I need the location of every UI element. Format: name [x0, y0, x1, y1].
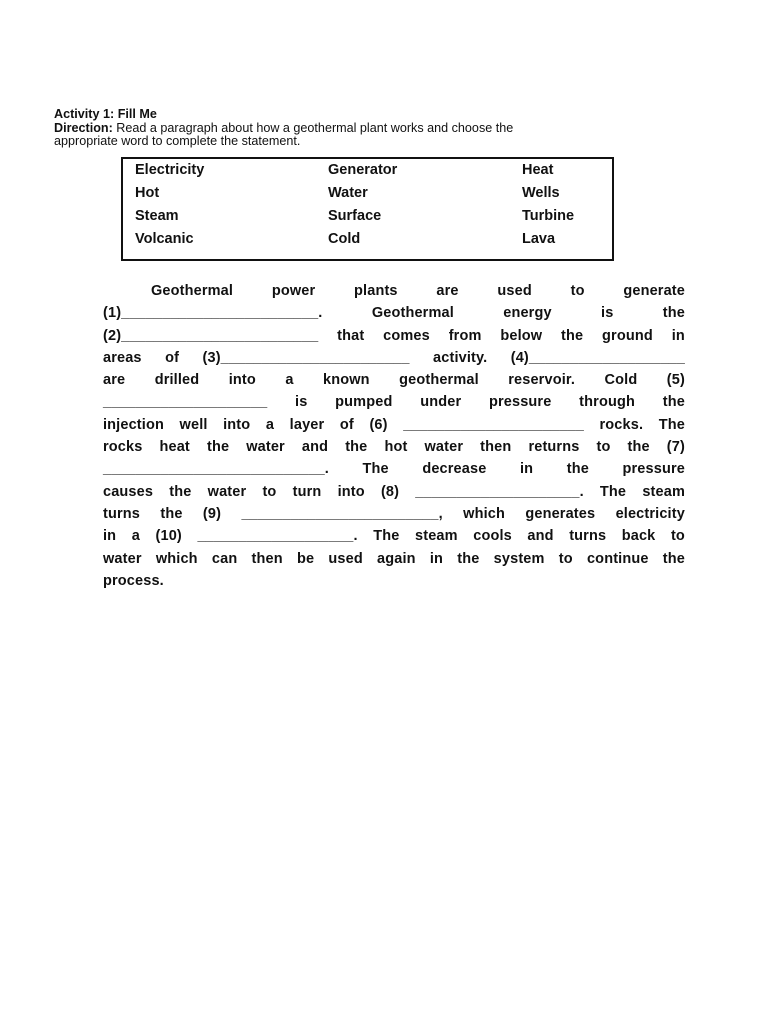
paragraph-line [103, 391, 685, 413]
paragraph-word: in [103, 528, 117, 545]
paragraph-word: into [337, 483, 365, 500]
paragraph-word: to [596, 439, 611, 456]
paragraph-word: rocks [103, 439, 143, 456]
paragraph-word: areas [103, 349, 142, 366]
direction-text: Read a paragraph about how a geothermal plant works and choose the [112, 120, 514, 135]
paragraph-word: geothermal [399, 372, 479, 389]
word-bank-item: Water [328, 185, 368, 201]
paragraph-word: a [131, 528, 140, 545]
paragraph-word: activity. [433, 349, 488, 366]
paragraph-word: to [670, 528, 685, 545]
paragraph-word: to [262, 483, 277, 500]
word-bank-item: Wells [522, 185, 560, 201]
paragraph-word: The [658, 416, 685, 433]
answer-blank[interactable]: ____________________ [103, 394, 268, 411]
paragraph-word: power [271, 283, 316, 299]
paragraph-word: steam [415, 528, 458, 545]
paragraph-word: then [251, 550, 283, 567]
paragraph-word: that [337, 327, 365, 344]
paragraph-word: pumped [335, 394, 393, 411]
paragraph-word: injection [103, 416, 164, 433]
answer-blank[interactable]: ___________________. [197, 528, 358, 545]
paragraph-word: energy [503, 305, 552, 322]
paragraph-word: turns [569, 528, 607, 545]
word-bank-item: Surface [328, 208, 382, 224]
paragraph-word: the [561, 327, 584, 344]
answer-blank[interactable]: (3)_______________________ [202, 349, 410, 366]
paragraph-word: used [328, 550, 363, 567]
word-bank-item: Steam [135, 208, 179, 224]
paragraph-word: turn [292, 483, 322, 500]
paragraph-word: to [570, 283, 585, 299]
answer-blank[interactable]: ___________________________. [103, 461, 329, 478]
paragraph-word: of [339, 416, 354, 433]
paragraph-word: a [265, 416, 275, 433]
paragraph-word: reservoir. [508, 372, 576, 389]
paragraph-word: The [599, 483, 627, 500]
paragraph-word: the [345, 439, 368, 456]
paragraph-word: again [377, 550, 416, 567]
paragraph-word: the [627, 439, 650, 456]
paragraph-word: in [671, 327, 685, 344]
paragraph-word: (9) [202, 505, 222, 522]
word-bank-item: Electricity [135, 162, 205, 178]
direction-label: Direction: [54, 120, 113, 135]
paragraph-word: which [463, 505, 505, 522]
paragraph-word: used [497, 283, 532, 299]
answer-blank[interactable]: (4)___________________ [510, 349, 685, 366]
paragraph-line [103, 414, 685, 436]
paragraph-word: Geothermal [371, 305, 454, 322]
paragraph-word: in [429, 550, 444, 567]
paragraph-word: the [169, 483, 192, 500]
paragraph-word: which [155, 550, 198, 567]
paragraph-word: Geothermal [151, 283, 234, 299]
paragraph-word: drilled [154, 372, 200, 389]
paragraph-line [103, 525, 685, 547]
paragraph-word: the [662, 550, 685, 567]
paragraph-word: heat [159, 439, 190, 456]
paragraph-line [103, 458, 685, 480]
paragraph-word: (7) [666, 439, 685, 456]
paragraph-word: well [179, 416, 208, 433]
paragraph-word: then [480, 439, 512, 456]
paragraph-word: the [160, 505, 183, 522]
paragraph-word: layer [289, 416, 325, 433]
paragraph-line [103, 481, 685, 503]
paragraph-line [103, 302, 685, 324]
paragraph-word: the [206, 439, 230, 456]
paragraph-word: water [103, 550, 142, 567]
word-bank-item: Volcanic [135, 231, 194, 247]
paragraph-word: The [362, 461, 389, 478]
paragraph-word: the [662, 305, 685, 322]
paragraph-word: to [558, 550, 573, 567]
paragraph-word: under [420, 394, 462, 411]
paragraph-word: pressure [622, 461, 685, 478]
paragraph-word: rocks. [599, 416, 644, 433]
paragraph-word: are [103, 372, 126, 389]
paragraph-word: (6) [369, 416, 388, 433]
paragraph-word: decrease [422, 461, 487, 478]
paragraph-word: into [228, 372, 256, 389]
answer-blank[interactable]: ______________________ [403, 416, 584, 433]
paragraph-word: cools [473, 528, 512, 545]
paragraph-line [103, 503, 685, 525]
word-bank-box [121, 157, 614, 261]
paragraph-word: The [373, 528, 400, 545]
paragraph-word: generate [623, 283, 685, 299]
paragraph-word: and [527, 528, 554, 545]
paragraph-word: can [211, 550, 238, 567]
paragraph-word: a [285, 372, 294, 389]
paragraph-word: through [579, 394, 635, 411]
paragraph-word: steam [642, 483, 685, 500]
word-bank-item: Lava [522, 231, 556, 247]
paragraph-line [103, 570, 685, 592]
paragraph-line [103, 347, 685, 369]
paragraph-line [103, 325, 685, 347]
paragraph-word: back [621, 528, 656, 545]
paragraph-word: below [500, 327, 543, 344]
paragraph-word: from [448, 327, 482, 344]
paragraph-word: continue [586, 550, 649, 567]
answer-blank[interactable]: ____________________. [415, 483, 584, 500]
fill-in-paragraph [103, 280, 685, 592]
paragraph-word: of [165, 349, 180, 366]
paragraph-word: and [301, 439, 329, 456]
paragraph-word: turns [103, 505, 140, 522]
paragraph-word: pressure [488, 394, 552, 411]
direction-line [54, 122, 674, 136]
paragraph-word: in [519, 461, 534, 478]
activity-header [54, 108, 674, 149]
direction-text-continued: appropriate word to complete the statement. [54, 134, 301, 148]
paragraph-word: Cold [604, 372, 638, 389]
paragraph-word: (5) [666, 372, 685, 389]
paragraph-word: be [296, 550, 315, 567]
paragraph-word: returns [528, 439, 580, 456]
word-bank-item: Cold [328, 231, 361, 247]
paragraph-word: (8) [380, 483, 400, 500]
answer-blank[interactable]: (2)________________________ [103, 327, 319, 344]
paragraph-word: is [601, 305, 614, 322]
paragraph-word: known [323, 372, 370, 389]
paragraph-word: the [566, 461, 589, 478]
word-bank-item: Turbine [522, 208, 575, 224]
paragraph-word: the [457, 550, 480, 567]
paragraph-word: water [207, 483, 247, 500]
paragraph-word: comes [383, 327, 430, 344]
paragraph-word: ground [602, 327, 653, 344]
paragraph-word: causes [103, 483, 154, 500]
paragraph-word: generates [525, 505, 596, 522]
paragraph-word: into [223, 416, 251, 433]
paragraph-word: hot [384, 439, 408, 456]
word-bank-item: Hot [135, 185, 160, 201]
paragraph-line [103, 436, 685, 458]
paragraph-word: (10) [155, 528, 182, 545]
paragraph-word: water [246, 439, 285, 456]
activity-title: Activity 1: Fill Me [54, 107, 157, 121]
word-bank-item: Generator [328, 162, 398, 178]
paragraph-word: plants [354, 283, 398, 299]
answer-blank[interactable]: ________________________, [241, 505, 443, 522]
paragraph-line [103, 369, 685, 391]
paragraph-word: system [493, 550, 545, 567]
paragraph-line [103, 280, 685, 302]
paragraph-word: electricity [615, 505, 685, 522]
paragraph-word: water [424, 439, 464, 456]
paragraph-word: are [436, 283, 459, 299]
paragraph-word: is [295, 394, 308, 411]
paragraph-line [103, 548, 685, 570]
paragraph-word: process. [103, 572, 164, 589]
answer-blank[interactable]: (1)________________________. [103, 305, 323, 322]
word-bank-item: Heat [522, 162, 554, 178]
paragraph-word: the [662, 394, 685, 411]
